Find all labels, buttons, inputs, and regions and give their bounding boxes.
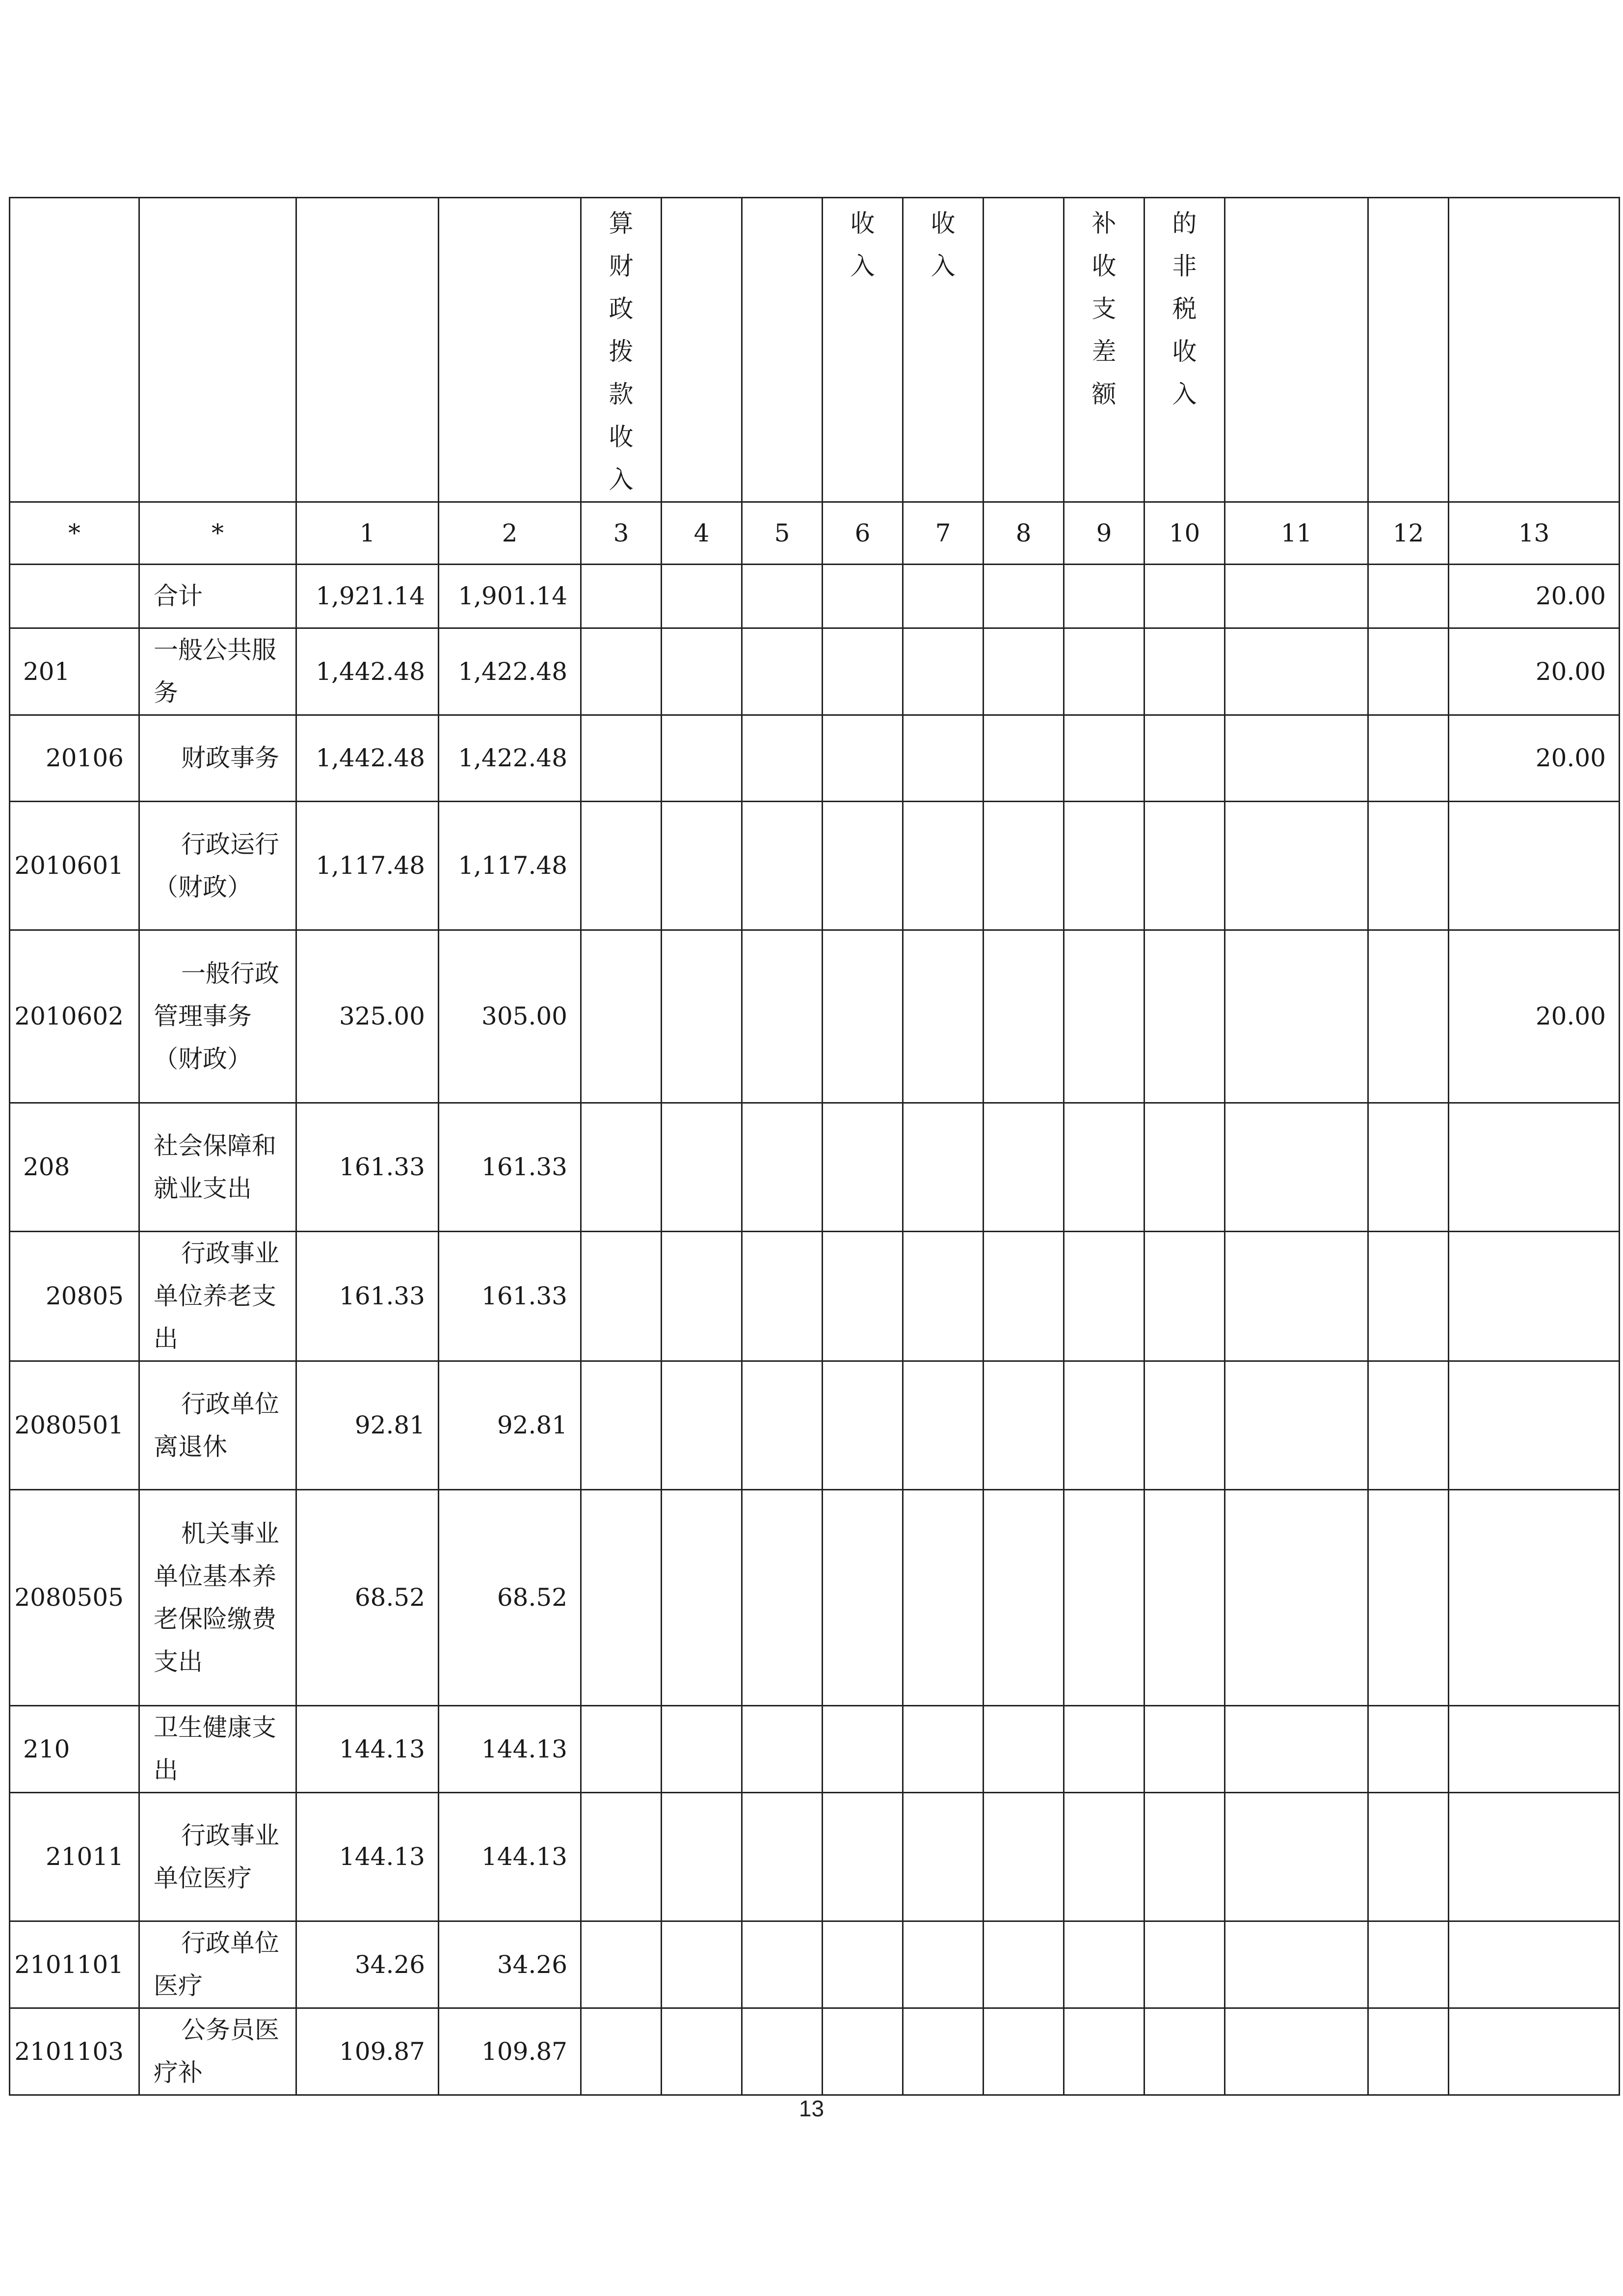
header-cell [1225,198,1368,502]
empty-amount-cell [1064,628,1144,715]
column-index-row [10,502,1620,565]
column-13-amount-cell [1449,1361,1620,1490]
column-index-cell: 9 [1064,502,1144,565]
header-cell [1368,198,1449,502]
empty-amount-cell [1368,2008,1449,2095]
empty-amount-cell [1225,1232,1368,1361]
header-cell [984,198,1064,502]
empty-amount-cell [662,1232,742,1361]
empty-amount-cell [662,1793,742,1921]
empty-amount-cell [581,715,662,802]
subject-name-cell: 财政事务 [139,715,296,802]
empty-amount-cell [1225,930,1368,1103]
empty-amount-cell [581,1921,662,2008]
empty-amount-cell [903,565,984,628]
column-13-amount-cell [1449,1793,1620,1921]
column-index-cell: 2 [439,502,581,565]
empty-amount-cell [1064,715,1144,802]
empty-amount-cell [662,1706,742,1793]
total-amount-cell: 144.13 [296,1706,439,1793]
fiscal-appropriation-cell: 161.33 [439,1103,581,1232]
subject-code-cell: 20106 [10,715,139,802]
header-cell [439,198,581,502]
empty-amount-cell [1368,1361,1449,1490]
empty-amount-cell [903,2008,984,2095]
fiscal-appropriation-cell: 305.00 [439,930,581,1103]
empty-amount-cell [1064,1103,1144,1232]
empty-amount-cell [984,565,1064,628]
header-cell [1449,198,1620,502]
empty-amount-cell [581,2008,662,2095]
subject-name-cell: 一般行政管理事务（财政） [139,930,296,1103]
subject-name-cell: 机关事业单位基本养老保险缴费支出 [139,1490,296,1706]
empty-amount-cell [984,715,1064,802]
table-row [10,1706,1620,1793]
empty-amount-cell [1225,1361,1368,1490]
empty-amount-cell [984,1793,1064,1921]
empty-amount-cell [823,628,903,715]
empty-amount-cell [1225,1793,1368,1921]
header-cell: 算财政拨款收入 [581,198,662,502]
empty-amount-cell [1368,1793,1449,1921]
empty-amount-cell [1144,1232,1225,1361]
header-cell: 收入 [903,198,984,502]
empty-amount-cell [581,1232,662,1361]
subject-code-cell: 201 [10,628,139,715]
subject-name-cell: 行政单位医疗 [139,1921,296,2008]
empty-amount-cell [1368,802,1449,930]
empty-amount-cell [742,802,823,930]
total-amount-cell: 1,442.48 [296,715,439,802]
header-cell: 补收支差额 [1064,198,1144,502]
empty-amount-cell [903,715,984,802]
total-amount-cell: 109.87 [296,2008,439,2095]
subject-name-cell: 卫生健康支出 [139,1706,296,1793]
empty-amount-cell [1064,802,1144,930]
empty-amount-cell [903,628,984,715]
empty-amount-cell [662,1103,742,1232]
subject-code-cell: 20805 [10,1232,139,1361]
header-cell [139,198,296,502]
subject-code-cell: 21011 [10,1793,139,1921]
column-13-amount-cell [1449,2008,1620,2095]
empty-amount-cell [1064,1361,1144,1490]
empty-amount-cell [823,930,903,1103]
empty-amount-cell [823,715,903,802]
empty-amount-cell [581,1103,662,1232]
empty-amount-cell [984,1921,1064,2008]
empty-amount-cell [1144,802,1225,930]
empty-amount-cell [1368,930,1449,1103]
empty-amount-cell [742,1793,823,1921]
column-13-amount-cell [1449,1706,1620,1793]
column-index-cell: 6 [823,502,903,565]
table-row [10,715,1620,802]
header-cell [742,198,823,502]
empty-amount-cell [1144,1361,1225,1490]
subject-name-cell: 社会保障和就业支出 [139,1103,296,1232]
empty-amount-cell [742,1103,823,1232]
empty-amount-cell [1368,628,1449,715]
empty-amount-cell [903,1793,984,1921]
empty-amount-cell [1144,1103,1225,1232]
empty-amount-cell [1368,715,1449,802]
empty-amount-cell [1368,1706,1449,1793]
empty-amount-cell [581,628,662,715]
column-13-amount-cell: 20.00 [1449,628,1620,715]
header-fragment-row [10,198,1620,502]
table-row [10,1232,1620,1361]
subject-code-cell: 2101103 [10,2008,139,2095]
empty-amount-cell [903,1490,984,1706]
column-index-cell: 11 [1225,502,1368,565]
table-row [10,930,1620,1103]
empty-amount-cell [581,1490,662,1706]
subject-code-cell: 2080501 [10,1361,139,1490]
column-index-cell: 12 [1368,502,1449,565]
subject-code-cell: 2010602 [10,930,139,1103]
empty-amount-cell [1225,628,1368,715]
table-row [10,802,1620,930]
subject-name-cell: 行政运行（财政） [139,802,296,930]
empty-amount-cell [823,1921,903,2008]
empty-amount-cell [581,1361,662,1490]
empty-amount-cell [1225,1103,1368,1232]
empty-amount-cell [1064,1706,1144,1793]
empty-amount-cell [1225,2008,1368,2095]
empty-amount-cell [742,1921,823,2008]
header-cell [10,198,139,502]
table-row [10,1921,1620,2008]
empty-amount-cell [903,1921,984,2008]
header-cell [296,198,439,502]
subject-name-cell: 行政单位离退休 [139,1361,296,1490]
table-row [10,1361,1620,1490]
column-13-amount-cell [1449,1490,1620,1706]
fiscal-appropriation-cell: 161.33 [439,1232,581,1361]
empty-amount-cell [823,1490,903,1706]
empty-amount-cell [581,1793,662,1921]
subject-name-cell: 行政事业单位医疗 [139,1793,296,1921]
empty-amount-cell [662,930,742,1103]
header-cell: 的非税收入 [1144,198,1225,502]
subject-name-cell: 合计 [139,565,296,628]
empty-amount-cell [1144,1921,1225,2008]
fiscal-appropriation-cell: 144.13 [439,1706,581,1793]
empty-amount-cell [823,802,903,930]
column-index-cell: 4 [662,502,742,565]
empty-amount-cell [742,1490,823,1706]
subject-code-cell [10,565,139,628]
empty-amount-cell [581,1706,662,1793]
total-amount-cell: 68.52 [296,1490,439,1706]
total-amount-cell: 92.81 [296,1361,439,1490]
empty-amount-cell [1225,1706,1368,1793]
empty-amount-cell [1144,1793,1225,1921]
total-amount-cell: 161.33 [296,1103,439,1232]
empty-amount-cell [903,930,984,1103]
header-cell: 收入 [823,198,903,502]
subject-code-cell: 2101101 [10,1921,139,2008]
subject-code-cell: 2010601 [10,802,139,930]
empty-amount-cell [662,565,742,628]
subject-name-cell: 行政事业单位养老支出 [139,1232,296,1361]
empty-amount-cell [742,715,823,802]
empty-amount-cell [1064,1921,1144,2008]
page-number: 13 [798,2096,825,2121]
empty-amount-cell [823,2008,903,2095]
column-index-cell: 13 [1449,502,1620,565]
empty-amount-cell [984,930,1064,1103]
empty-amount-cell [1064,1490,1144,1706]
column-13-amount-cell [1449,1103,1620,1232]
table-row [10,565,1620,628]
empty-amount-cell [1225,1490,1368,1706]
empty-amount-cell [1368,1103,1449,1232]
total-amount-cell: 34.26 [296,1921,439,2008]
empty-amount-cell [1064,1793,1144,1921]
header-cell [662,198,742,502]
column-index-cell: * [139,502,296,565]
column-index-cell: 3 [581,502,662,565]
empty-amount-cell [1368,1490,1449,1706]
empty-amount-cell [1368,565,1449,628]
fiscal-appropriation-cell: 1,901.14 [439,565,581,628]
subject-name-cell: 一般公共服务 [139,628,296,715]
fiscal-appropriation-cell: 92.81 [439,1361,581,1490]
empty-amount-cell [1064,2008,1144,2095]
empty-amount-cell [742,1361,823,1490]
empty-amount-cell [823,565,903,628]
empty-amount-cell [1225,565,1368,628]
empty-amount-cell [984,2008,1064,2095]
empty-amount-cell [1368,1921,1449,2008]
subject-name-cell: 公务员医疗补 [139,2008,296,2095]
fiscal-appropriation-cell: 144.13 [439,1793,581,1921]
column-index-cell: 5 [742,502,823,565]
total-amount-cell: 1,442.48 [296,628,439,715]
empty-amount-cell [1225,715,1368,802]
empty-amount-cell [742,1706,823,1793]
empty-amount-cell [903,1232,984,1361]
empty-amount-cell [984,802,1064,930]
empty-amount-cell [1144,1490,1225,1706]
empty-amount-cell [984,1361,1064,1490]
fiscal-appropriation-cell: 1,422.48 [439,715,581,802]
empty-amount-cell [823,1706,903,1793]
subject-code-cell: 210 [10,1706,139,1793]
empty-amount-cell [1144,565,1225,628]
empty-amount-cell [1144,628,1225,715]
empty-amount-cell [903,1706,984,1793]
empty-amount-cell [662,1921,742,2008]
empty-amount-cell [742,930,823,1103]
empty-amount-cell [662,1361,742,1490]
empty-amount-cell [1064,930,1144,1103]
empty-amount-cell [1225,802,1368,930]
table-row [10,1793,1620,1921]
empty-amount-cell [1144,1706,1225,1793]
empty-amount-cell [984,1103,1064,1232]
empty-amount-cell [662,802,742,930]
column-13-amount-cell [1449,1921,1620,2008]
total-amount-cell: 1,921.14 [296,565,439,628]
empty-amount-cell [823,1361,903,1490]
subject-code-cell: 2080505 [10,1490,139,1706]
empty-amount-cell [984,1706,1064,1793]
empty-amount-cell [903,1103,984,1232]
empty-amount-cell [662,2008,742,2095]
empty-amount-cell [581,930,662,1103]
fiscal-appropriation-cell: 1,422.48 [439,628,581,715]
empty-amount-cell [1144,715,1225,802]
empty-amount-cell [903,802,984,930]
total-amount-cell: 1,117.48 [296,802,439,930]
fiscal-appropriation-cell: 68.52 [439,1490,581,1706]
empty-amount-cell [984,1232,1064,1361]
empty-amount-cell [984,1490,1064,1706]
table-row [10,1490,1620,1706]
empty-amount-cell [823,1793,903,1921]
empty-amount-cell [742,628,823,715]
empty-amount-cell [742,565,823,628]
empty-amount-cell [1144,2008,1225,2095]
empty-amount-cell [662,1490,742,1706]
empty-amount-cell [742,1232,823,1361]
table-row [10,2008,1620,2095]
empty-amount-cell [581,565,662,628]
empty-amount-cell [1064,1232,1144,1361]
column-index-cell: 8 [984,502,1064,565]
empty-amount-cell [823,1103,903,1232]
column-13-amount-cell: 20.00 [1449,565,1620,628]
empty-amount-cell [823,1232,903,1361]
empty-amount-cell [662,715,742,802]
total-amount-cell: 161.33 [296,1232,439,1361]
empty-amount-cell [1064,565,1144,628]
subject-code-cell: 208 [10,1103,139,1232]
column-index-cell: 10 [1144,502,1225,565]
empty-amount-cell [1368,1232,1449,1361]
table-row [10,628,1620,715]
fiscal-appropriation-cell: 34.26 [439,1921,581,2008]
empty-amount-cell [581,802,662,930]
empty-amount-cell [903,1361,984,1490]
column-index-cell: 1 [296,502,439,565]
fiscal-appropriation-cell: 1,117.48 [439,802,581,930]
column-index-cell: * [10,502,139,565]
empty-amount-cell [662,628,742,715]
column-13-amount-cell: 20.00 [1449,930,1620,1103]
column-index-cell: 7 [903,502,984,565]
empty-amount-cell [742,2008,823,2095]
empty-amount-cell [1144,930,1225,1103]
empty-amount-cell [1225,1921,1368,2008]
total-amount-cell: 144.13 [296,1793,439,1921]
total-amount-cell: 325.00 [296,930,439,1103]
column-13-amount-cell [1449,1232,1620,1361]
column-13-amount-cell [1449,802,1620,930]
table-row [10,1103,1620,1232]
empty-amount-cell [984,628,1064,715]
column-13-amount-cell: 20.00 [1449,715,1620,802]
fiscal-appropriation-cell: 109.87 [439,2008,581,2095]
budget-table [9,197,1620,2096]
